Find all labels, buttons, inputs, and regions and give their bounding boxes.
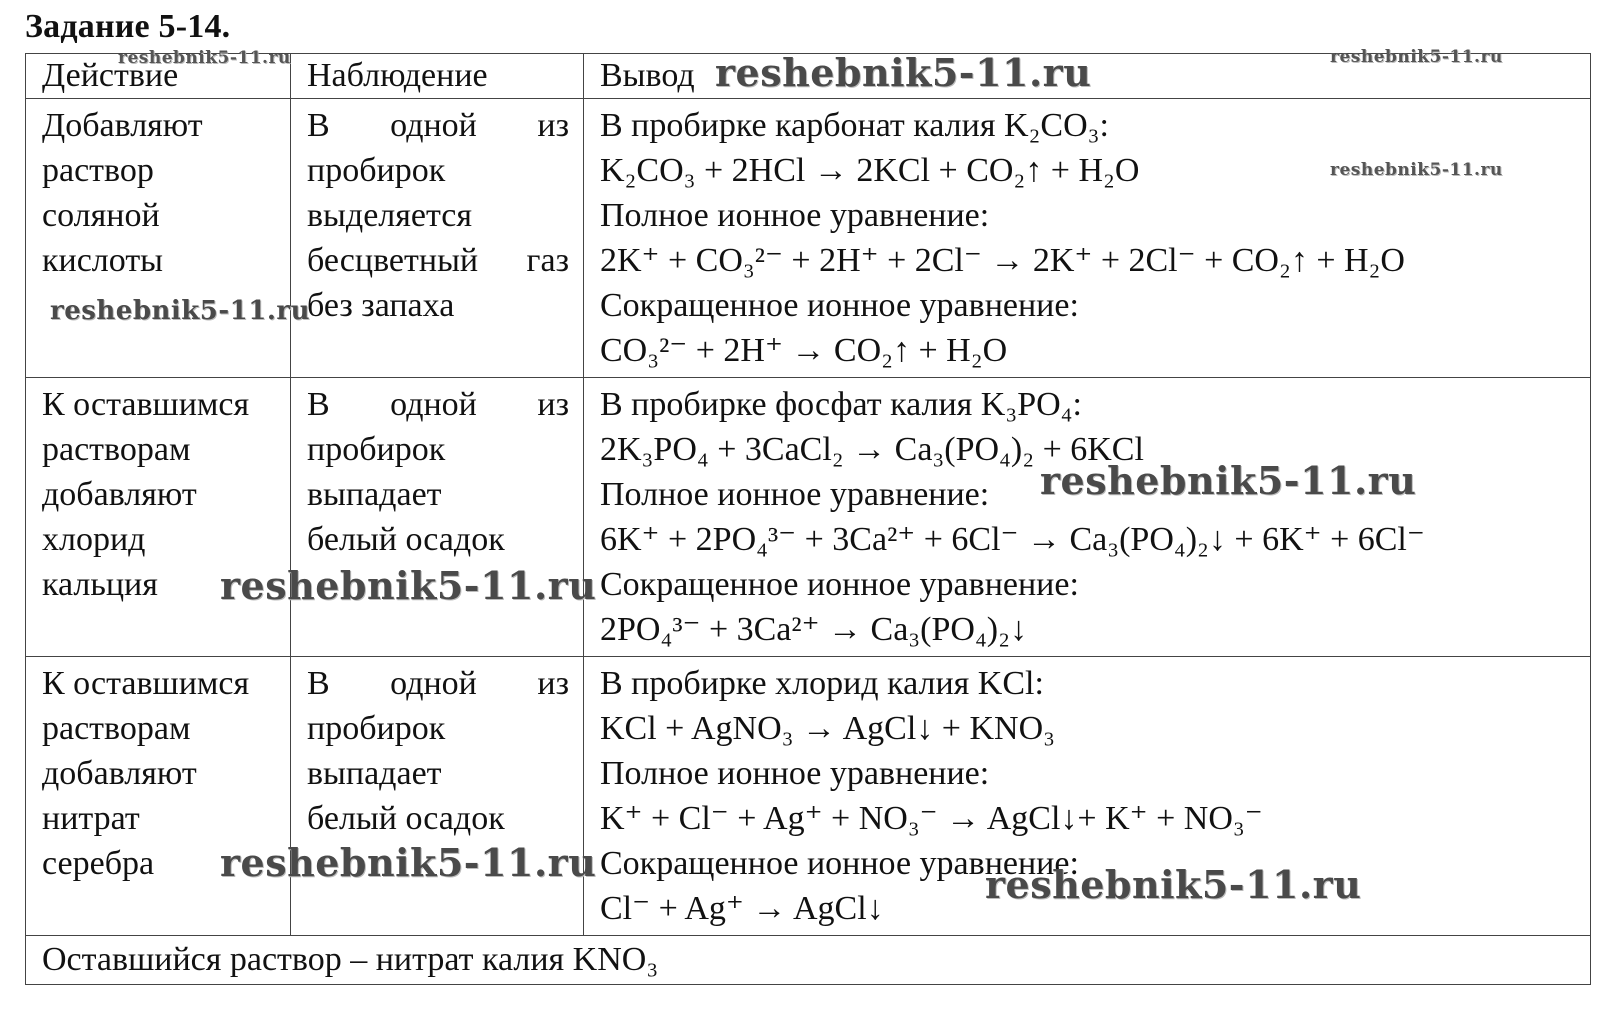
table-row <box>26 99 1591 378</box>
observation-line: белый осадок <box>307 521 505 558</box>
watermark: reshebnik5-11.ru <box>1040 458 1417 503</box>
action-line: нитрат <box>42 800 140 837</box>
equation-line: K₂CO₃ + 2HCl → 2KCl + CO₂↑ + H₂O <box>600 152 1140 189</box>
watermark: reshebnik5-11.ru <box>1330 47 1503 67</box>
table-footer-row <box>26 936 1591 985</box>
conclusion-line: Сокращенное ионное уравнение: <box>600 845 1079 882</box>
action-line: добавляют <box>42 476 197 513</box>
equation-line: 2PO₄³⁻ + 3Ca²⁺ → Ca₃(PO₄)₂↓ <box>600 611 1027 648</box>
action-line: кислоты <box>42 242 164 279</box>
observation-line: пробирок <box>307 710 446 747</box>
observation-line: В одной из <box>307 386 570 423</box>
equation-line: Cl⁻ + Ag⁺ → AgCl↓ <box>600 890 884 927</box>
equation-line: 2K⁺ + CO₃²⁻ + 2H⁺ + 2Cl⁻ → 2K⁺ + 2Cl⁻ + CO₂↑ + H₂O <box>600 242 1405 279</box>
equation-line: KCl + AgNO₃ → AgCl↓ + KNO₃ <box>600 710 1055 747</box>
observation-cell <box>291 99 584 378</box>
observation-line: выпадает <box>307 476 442 513</box>
observation-line: без запаха <box>307 287 455 324</box>
observation-line: бесцветный газ <box>307 242 569 279</box>
action-cell <box>26 99 291 378</box>
watermark: reshebnik5-11.ru <box>50 296 311 326</box>
conclusion-line: В пробирке хлорид калия KCl: <box>600 665 1044 702</box>
watermark: reshebnik5-11.ru <box>220 840 597 885</box>
action-line: серебра <box>42 845 155 882</box>
conclusion-line: Полное ионное уравнение: <box>600 755 990 792</box>
action-line: растворам <box>42 431 191 468</box>
conclusion-line: Полное ионное уравнение: <box>600 476 990 513</box>
table-row <box>26 378 1591 657</box>
conclusion-cell <box>584 99 1591 378</box>
conclusion-line: Сокращенное ионное уравнение: <box>600 566 1079 603</box>
watermark: reshebnik5-11.ru <box>715 50 1092 95</box>
action-line: растворам <box>42 710 191 747</box>
observation-cell <box>291 378 584 657</box>
equation-line: CO₃²⁻ + 2H⁺ → CO₂↑ + H₂O <box>600 332 1008 369</box>
action-line: кальция <box>42 566 158 603</box>
watermark: reshebnik5-11.ru <box>118 48 291 68</box>
observation-line: В одной из <box>307 665 570 702</box>
action-cell <box>26 657 291 936</box>
action-line: Добавляют <box>42 107 203 144</box>
observation-line: выделяется <box>307 197 472 234</box>
observation-line: В одной из <box>307 107 570 144</box>
conclusion-line: Сокращенное ионное уравнение: <box>600 287 1079 324</box>
action-line: соляной <box>42 197 160 234</box>
observation-line: пробирок <box>307 431 446 468</box>
conclusion-cell <box>584 378 1591 657</box>
action-line: К оставшимся <box>42 386 250 423</box>
watermark: reshebnik5-11.ru <box>985 862 1362 907</box>
header-action: Действие <box>26 54 291 99</box>
conclusion-line: В пробирке карбонат калия K₂CO₃: <box>600 107 1109 144</box>
observation-line: выпадает <box>307 755 442 792</box>
watermark: reshebnik5-11.ru <box>1330 160 1503 180</box>
conclusion-line: В пробирке фосфат калия K₃PO₄: <box>600 386 1082 423</box>
action-cell <box>26 378 291 657</box>
observation-line: пробирок <box>307 152 446 189</box>
watermark: reshebnik5-11.ru <box>220 563 597 608</box>
equation-line: K⁺ + Cl⁻ + Ag⁺ + NO₃⁻ → AgCl↓+ K⁺ + NO₃⁻ <box>600 800 1263 837</box>
header-conclusion: Вывод <box>584 54 1591 99</box>
header-observation: Наблюдение <box>291 54 584 99</box>
task-title: Задание 5-14. <box>25 8 231 45</box>
equation-line: 2K₃PO₄ + 3CaCl₂ → Ca₃(PO₄)₂ + 6KCl <box>600 431 1144 468</box>
observation-cell <box>291 657 584 936</box>
action-line: раствор <box>42 152 154 189</box>
action-line: добавляют <box>42 755 197 792</box>
action-line: хлорид <box>42 521 146 558</box>
observation-line: белый осадок <box>307 800 505 837</box>
footer-cell: Оставшийся раствор – нитрат калия KNO₃ <box>26 936 1591 985</box>
conclusion-line: Полное ионное уравнение: <box>600 197 990 234</box>
action-line: К оставшимся <box>42 665 250 702</box>
equation-line: 6K⁺ + 2PO₄³⁻ + 3Ca²⁺ + 6Cl⁻ → Ca₃(PO₄)₂↓ + 6K⁺ + 6Cl⁻ <box>600 521 1425 558</box>
